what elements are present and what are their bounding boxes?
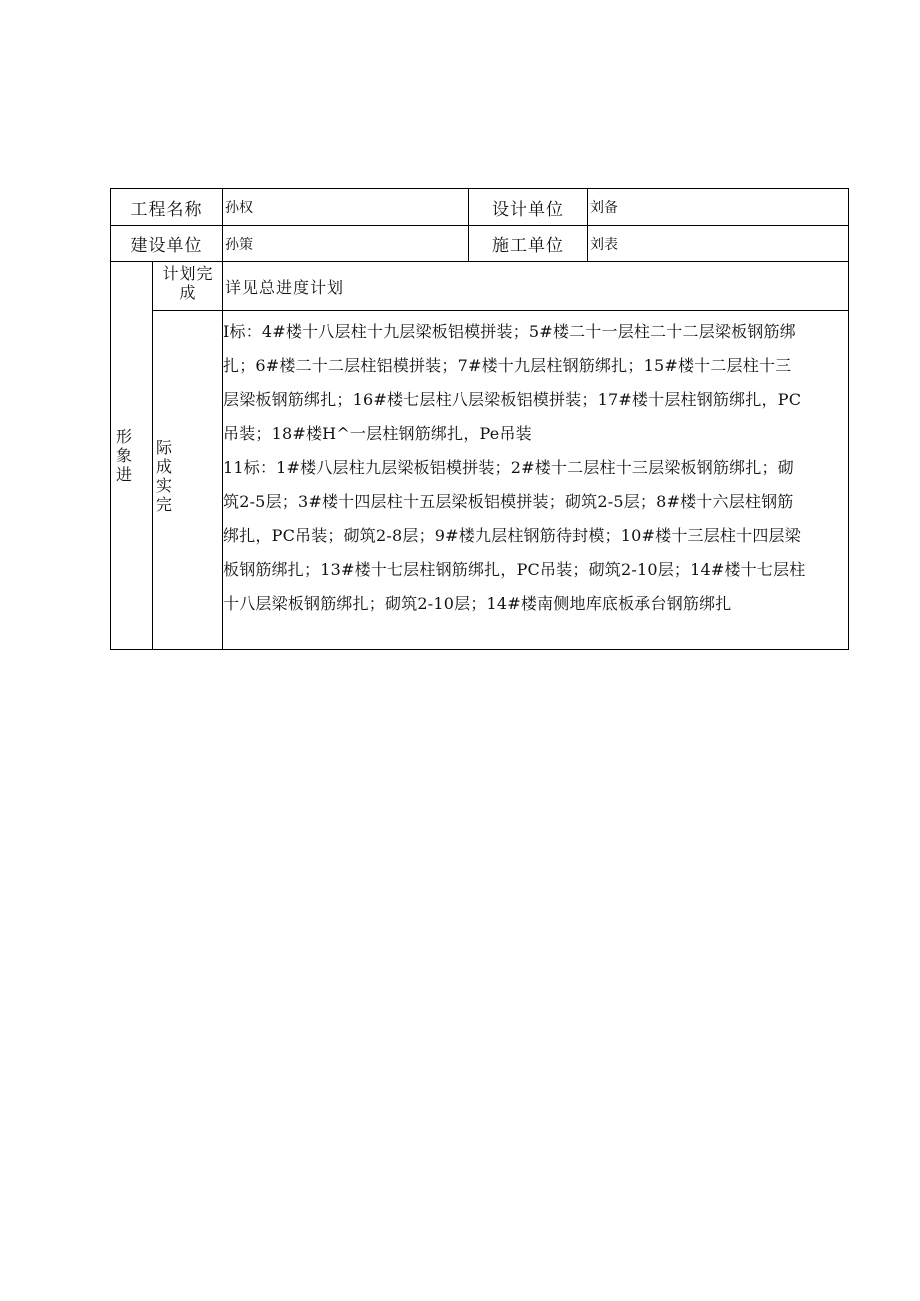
design-unit-label: 设计单位 <box>492 199 564 220</box>
actual-line: 筑2-5层；3#楼十四层柱十五层梁板铝模拼装；砌筑2-5层；8#楼十六层柱钢筋 <box>223 492 794 511</box>
construction-owner-label: 建设单位 <box>130 236 203 256</box>
actual-label-vertical: 际成实完 <box>155 438 172 514</box>
actual-line: I标：4#楼十八层柱十九层梁板铝模拼装；5#楼二十一层柱二十二层梁板钢筋绑 <box>223 322 796 341</box>
actual-line: 层梁板钢筋绑扎；16#楼七层柱八层梁板铝模拼装；17#楼十层柱钢筋绑扎，PC <box>223 390 802 409</box>
builder-value: 刘表 <box>590 236 618 253</box>
actual-line: 绑扎，PC吊装；砌筑2-8层；9#楼九层柱钢筋待封模；10#楼十三层柱十四层梁 <box>223 526 801 545</box>
construction-owner-value: 孙策 <box>225 236 253 253</box>
section-label-vertical: 形象进 <box>115 427 132 484</box>
progress-form-table <box>110 188 849 650</box>
actual-progress-text <box>223 315 849 621</box>
row-divider-3 <box>152 310 848 311</box>
plan-label: 计划完成 <box>162 264 214 302</box>
col-divider-a <box>152 261 153 649</box>
actual-line: 扎；6#楼二十二层柱铝模拼装；7#楼十九层柱钢筋绑扎；15#楼十二层柱十三 <box>223 356 792 375</box>
actual-line: 板钢筋绑扎；13#楼十七层柱钢筋绑扎，PC吊装；砌筑2-10层；14#楼十七层柱 <box>223 560 806 579</box>
actual-line: 11标：1#楼八层柱九层梁板铝模拼装；2#楼十二层柱十三层梁板钢筋绑扎；砌 <box>223 458 794 477</box>
actual-line: 十八层梁板钢筋绑扎；砌筑2-10层；14#楼南侧地库底板承台钢筋绑扎 <box>223 594 732 613</box>
design-unit-value: 刘备 <box>590 200 618 216</box>
actual-line: 吊装；18#楼H^一层柱钢筋绑扎，Pe吊装 <box>223 424 532 443</box>
project-name-value: 孙权 <box>225 200 253 216</box>
builder-label: 施工单位 <box>492 236 564 256</box>
project-name-label: 工程名称 <box>130 199 203 220</box>
plan-value: 详见总进度计划 <box>225 278 345 297</box>
